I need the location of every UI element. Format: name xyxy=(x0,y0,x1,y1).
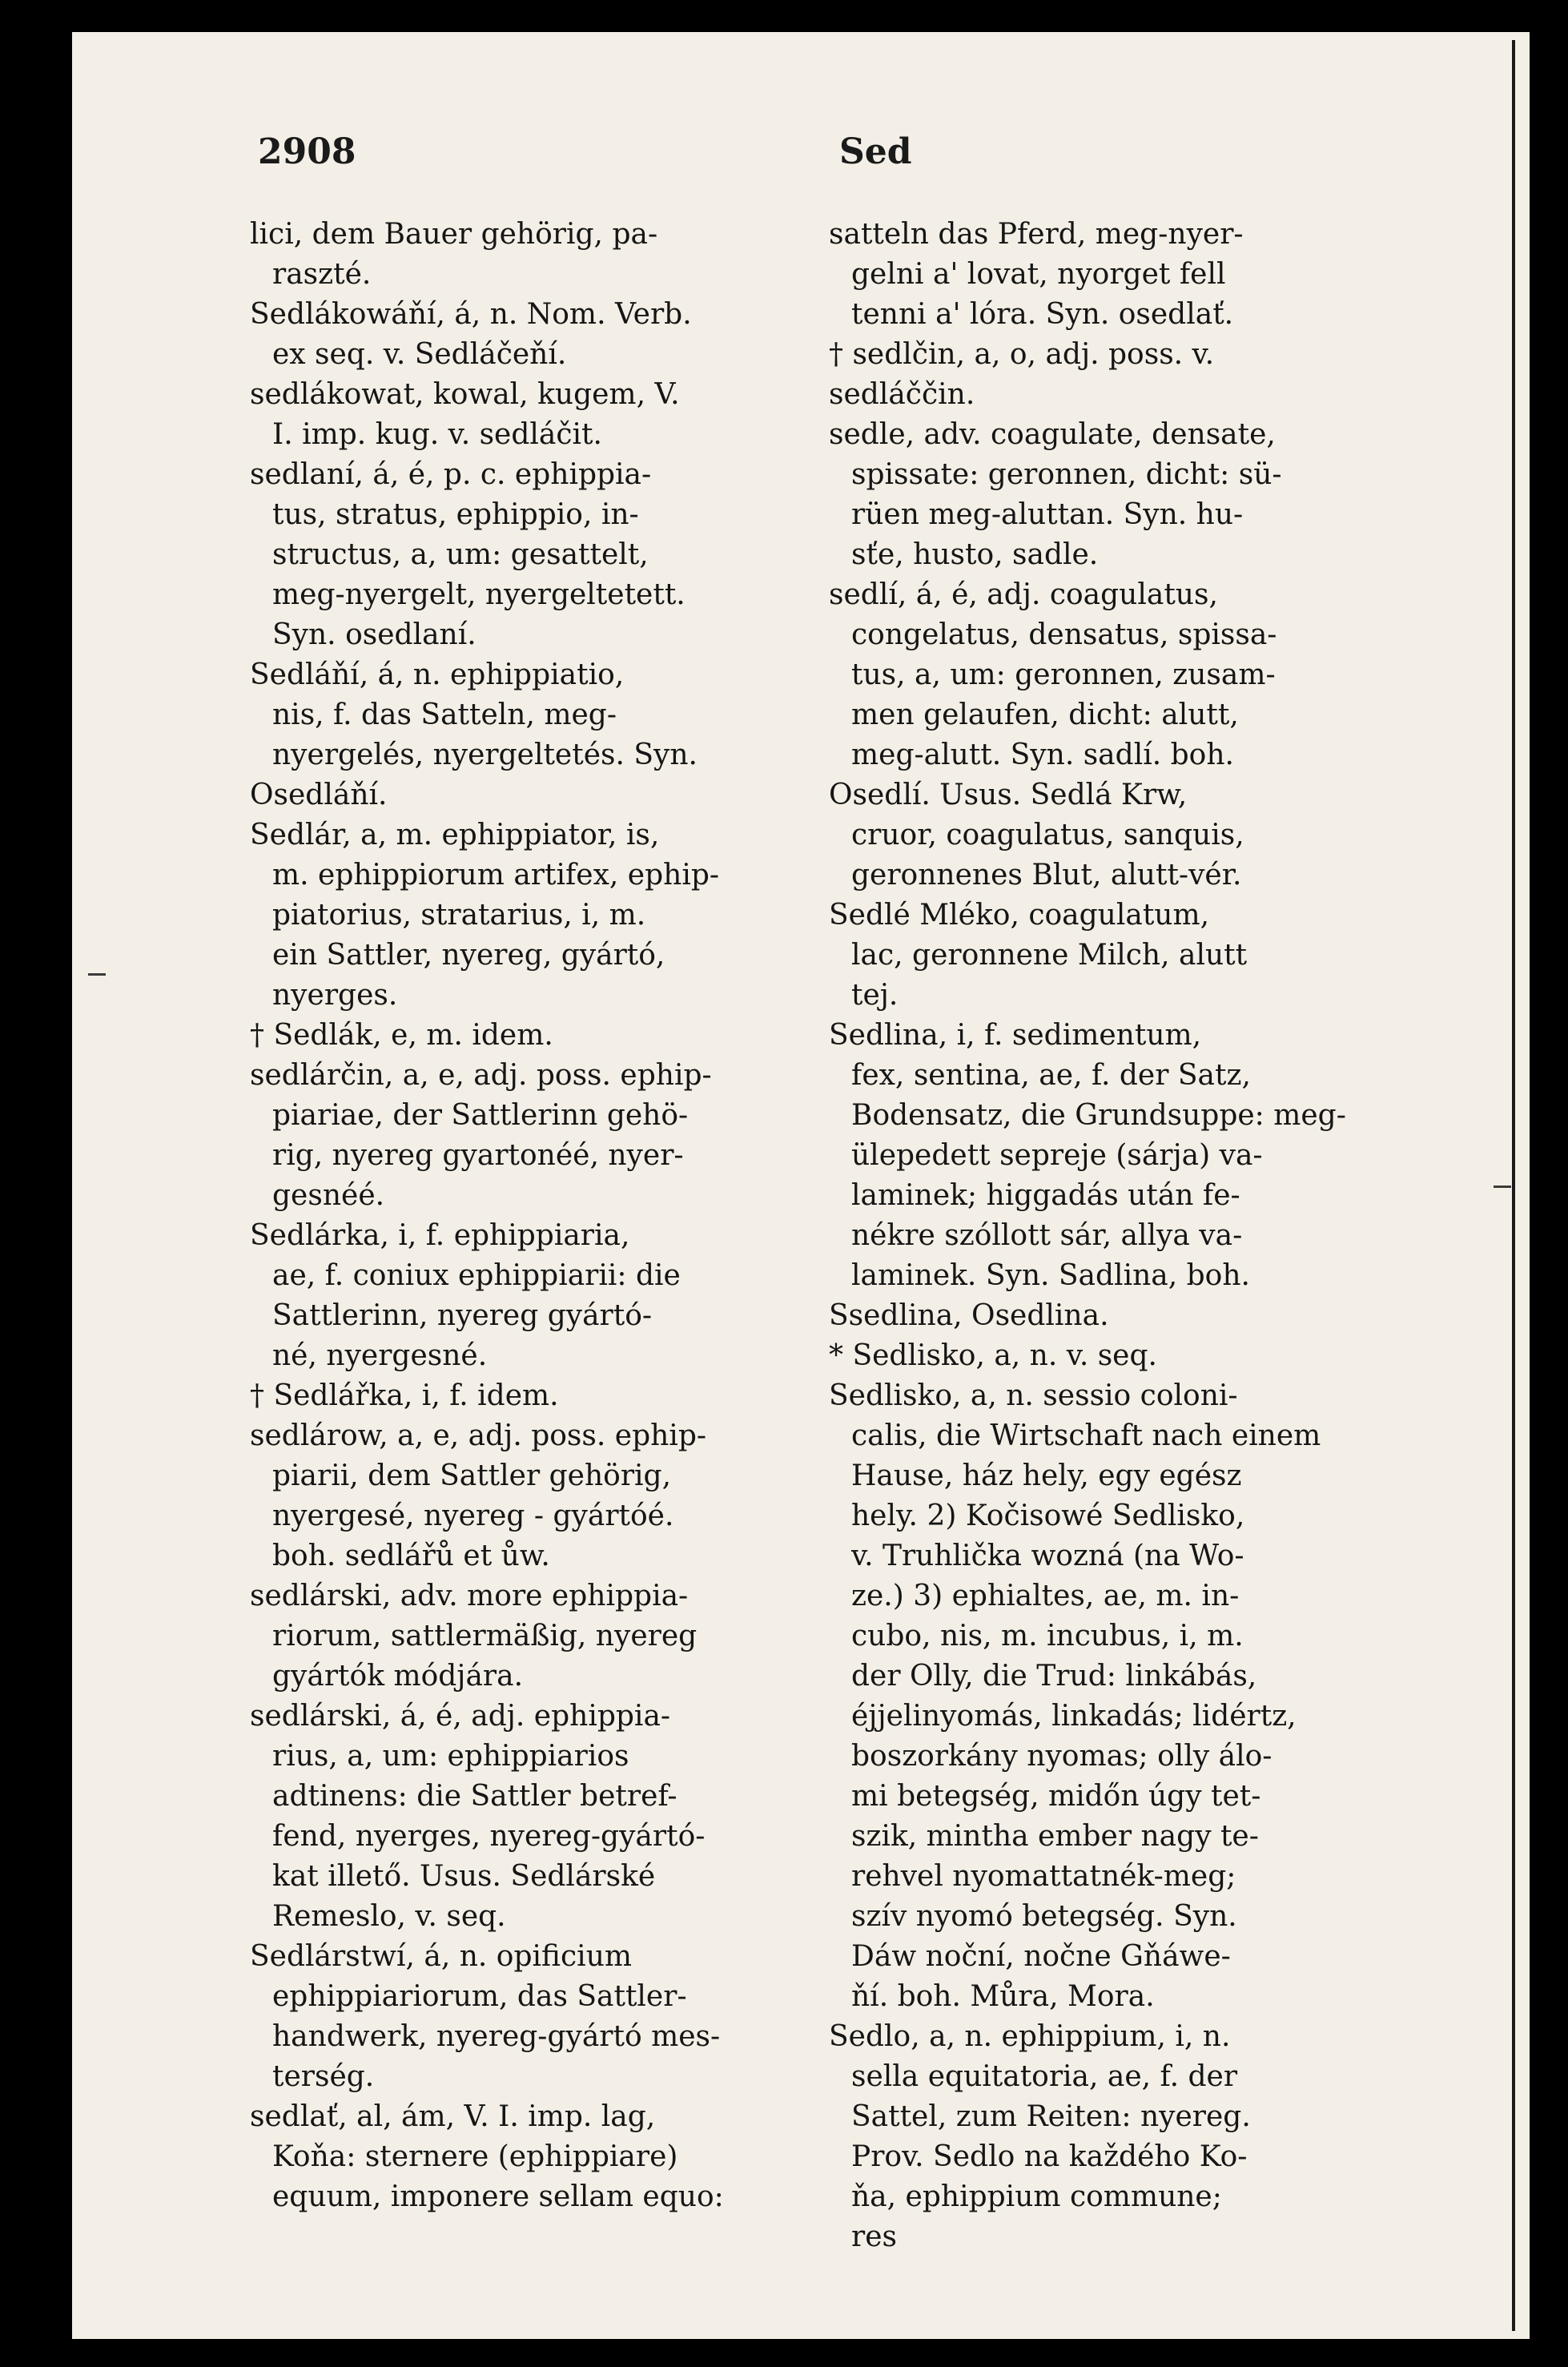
dictionary-line: ae, f. coniux ephippiarii: die xyxy=(272,1259,681,1292)
dictionary-line: nis, f. das Satteln, meg- xyxy=(272,698,617,731)
dictionary-line: sedlať, al, ám, V. I. imp. lag, xyxy=(250,2100,656,2133)
dictionary-line: res xyxy=(851,2220,897,2253)
dictionary-line: sedle, adv. coagulate, densate, xyxy=(829,418,1276,451)
dictionary-line: Sedlo, a, n. ephippium, i, n. xyxy=(829,2020,1231,2053)
dictionary-line: fend, nyerges, nyereg-gyártó- xyxy=(272,1820,706,1853)
dictionary-line: sedláččin. xyxy=(829,378,975,411)
dictionary-line: ex seq. v. Sedláčeňí. xyxy=(272,338,567,371)
dictionary-line: piarii, dem Sattler gehörig, xyxy=(272,1459,672,1492)
dictionary-line: Sedlina, i, f. sedimentum, xyxy=(829,1019,1202,1052)
dictionary-line: sedlárow, a, e, adj. poss. ephip- xyxy=(250,1419,707,1452)
dictionary-line: Bodensatz, die Grundsuppe: meg- xyxy=(851,1099,1346,1132)
dictionary-line: sedlárski, adv. more ephippia- xyxy=(250,1580,689,1612)
dictionary-line: lici, dem Bauer gehörig, pa- xyxy=(250,218,658,251)
page-edge-line xyxy=(1512,40,1515,2331)
dictionary-line: szik, mintha ember nagy te- xyxy=(851,1820,1259,1853)
dictionary-line: nyergelés, nyergeltetés. Syn. xyxy=(272,739,698,771)
dictionary-line: adtinens: die Sattler betref- xyxy=(272,1780,677,1813)
dictionary-line: Sedlé Mléko, coagulatum, xyxy=(829,899,1210,932)
dictionary-line: † Sedlák, e, m. idem. xyxy=(250,1019,553,1052)
dictionary-line: riorum, sattlermäßig, nyereg xyxy=(272,1620,698,1652)
margin-mark xyxy=(88,973,106,976)
dictionary-line: geronnenes Blut, alutt-vér. xyxy=(851,859,1242,892)
dictionary-line: sedlí, á, é, adj. coagulatus, xyxy=(829,578,1218,611)
dictionary-line: spissate: geronnen, dicht: sü- xyxy=(851,458,1282,491)
dictionary-line: laminek. Syn. Sadlina, boh. xyxy=(851,1259,1250,1292)
dictionary-line: ein Sattler, nyereg, gyártó, xyxy=(272,939,665,972)
running-head: Sed xyxy=(839,131,912,172)
dictionary-line: nékre szóllott sár, allya va- xyxy=(851,1219,1243,1252)
dictionary-line: calis, die Wirtschaft nach einem xyxy=(851,1419,1321,1452)
dictionary-line: Sedlákowáňí, á, n. Nom. Verb. xyxy=(250,298,692,331)
dictionary-line: hely. 2) Kočisowé Sedlisko, xyxy=(851,1500,1245,1532)
dictionary-line: Sattlerinn, nyereg gyártó- xyxy=(272,1299,653,1332)
dictionary-line: nyerges. xyxy=(272,979,398,1012)
dictionary-line: tenni a' lóra. Syn. osedlať. xyxy=(851,298,1234,331)
dictionary-line: handwerk, nyereg-gyártó mes- xyxy=(272,2020,721,2053)
dictionary-line: der Olly, die Trud: linkábás, xyxy=(851,1660,1257,1693)
dictionary-line: † Sedlářka, i, f. idem. xyxy=(250,1379,559,1412)
dictionary-line: Sedlár, a, m. ephippiator, is, xyxy=(250,819,660,851)
dictionary-line: ňí. boh. Můra, Mora. xyxy=(851,1980,1155,2013)
dictionary-line: laminek; higgadás után fe- xyxy=(851,1179,1240,1212)
dictionary-line: Hause, ház hely, egy egész xyxy=(851,1459,1242,1492)
page-number: 2908 xyxy=(258,131,356,172)
dictionary-line: ze.) 3) ephialtes, ae, m. in- xyxy=(851,1580,1240,1612)
dictionary-line: sedlárski, á, é, adj. ephippia- xyxy=(250,1700,671,1733)
dictionary-line: cubo, nis, m. incubus, i, m. xyxy=(851,1620,1244,1652)
left-column xyxy=(250,215,826,2217)
page-header xyxy=(72,128,1530,176)
dictionary-line: Dáw noční, nočne Gňáwe- xyxy=(851,1940,1231,1973)
dictionary-line: * Sedlisko, a, n. v. seq. xyxy=(829,1339,1157,1372)
dictionary-line: tej. xyxy=(851,979,899,1012)
dictionary-line: v. Truhlička wozná (na Wo- xyxy=(851,1540,1244,1572)
dictionary-line: men gelaufen, dicht: alutt, xyxy=(851,698,1239,731)
dictionary-line: fex, sentina, ae, f. der Satz, xyxy=(851,1059,1251,1092)
dictionary-line: ňa, ephippium commune; xyxy=(851,2180,1222,2213)
dictionary-line: sedlárčin, a, e, adj. poss. ephip- xyxy=(250,1059,712,1092)
dictionary-line: meg-nyergelt, nyergeltetett. xyxy=(272,578,685,611)
dictionary-line: ephippiariorum, das Sattler- xyxy=(272,1980,687,2013)
dictionary-line: gesnéé. xyxy=(272,1179,385,1212)
dictionary-line: gelni a' lovat, nyorget fell xyxy=(851,258,1226,291)
dictionary-line: m. ephippiorum artifex, ephip- xyxy=(272,859,720,892)
dictionary-line: lac, geronnene Milch, alutt xyxy=(851,939,1248,972)
dictionary-line: congelatus, densatus, spissa- xyxy=(851,618,1277,651)
dictionary-line: gyártók módjára. xyxy=(272,1660,524,1693)
dictionary-line: Sedlárstwí, á, n. opificium xyxy=(250,1940,633,1973)
dictionary-line: satteln das Pferd, meg-nyer- xyxy=(829,218,1244,251)
right-column xyxy=(829,215,1478,2257)
margin-mark xyxy=(1494,1186,1511,1188)
dictionary-line: Koňa: sternere (ephippiare) xyxy=(272,2140,678,2173)
dictionary-line: piatorius, stratarius, i, m. xyxy=(272,899,646,932)
dictionary-line: Sedláňí, á, n. ephippiatio, xyxy=(250,658,625,691)
dictionary-line: Remeslo, v. seq. xyxy=(272,1900,506,1933)
dictionary-line: piariae, der Sattlerinn gehö- xyxy=(272,1099,689,1132)
dictionary-line: Osedláňí. xyxy=(250,779,388,811)
dictionary-line: sedlákowat, kowal, kugem, V. xyxy=(250,378,680,411)
dictionary-line: † sedlčin, a, o, adj. poss. v. xyxy=(829,338,1215,371)
dictionary-line: structus, a, um: gesattelt, xyxy=(272,538,649,571)
dictionary-line: equum, imponere sellam equo: xyxy=(272,2180,724,2213)
dictionary-line: szív nyomó betegség. Syn. xyxy=(851,1900,1237,1933)
dictionary-line: rehvel nyomattatnék-meg; xyxy=(851,1860,1236,1893)
dictionary-line: tus, stratus, ephippio, in- xyxy=(272,498,639,531)
dictionary-line: éjjelinyomás, linkadás; lidértz, xyxy=(851,1700,1297,1733)
dictionary-line: Osedlí. Usus. Sedlá Krw, xyxy=(829,779,1188,811)
dictionary-line: rius, a, um: ephippiarios xyxy=(272,1740,629,1773)
dictionary-line: boszorkány nyomas; olly álo- xyxy=(851,1740,1272,1773)
dictionary-line: né, nyergesné. xyxy=(272,1339,488,1372)
dictionary-line: Syn. osedlaní. xyxy=(272,618,476,651)
dictionary-line: Sedlárka, i, f. ephippiaria, xyxy=(250,1219,630,1252)
dictionary-line: tus, a, um: geronnen, zusam- xyxy=(851,658,1276,691)
dictionary-line: cruor, coagulatus, sanquis, xyxy=(851,819,1244,851)
dictionary-line: Sedlisko, a, n. sessio coloni- xyxy=(829,1379,1238,1412)
dictionary-line: rig, nyereg gyartonéé, nyer- xyxy=(272,1139,684,1172)
dictionary-line: kat illető. Usus. Sedlárské xyxy=(272,1860,656,1893)
dictionary-line: mi betegség, midőn úgy tet- xyxy=(851,1780,1261,1813)
book-page xyxy=(72,32,1530,2339)
dictionary-line: Ssedlina, Osedlina. xyxy=(829,1299,1109,1332)
dictionary-line: ülepedett sepreje (sárja) va- xyxy=(851,1139,1263,1172)
dictionary-line: raszté. xyxy=(272,258,372,291)
dictionary-line: meg-alutt. Syn. sadlí. boh. xyxy=(851,739,1234,771)
dictionary-line: sťe, husto, sadle. xyxy=(851,538,1099,571)
dictionary-line: I. imp. kug. v. sedláčit. xyxy=(272,418,602,451)
dictionary-line: sella equitatoria, ae, f. der xyxy=(851,2060,1238,2093)
dictionary-line: boh. sedlářů et ůw. xyxy=(272,1540,550,1572)
dictionary-line: rüen meg-aluttan. Syn. hu- xyxy=(851,498,1244,531)
dictionary-line: nyergesé, nyereg - gyártóé. xyxy=(272,1500,674,1532)
dictionary-line: terség. xyxy=(272,2060,375,2093)
dictionary-line: Prov. Sedlo na každého Ko- xyxy=(851,2140,1248,2173)
dictionary-line: sedlaní, á, é, p. c. ephippia- xyxy=(250,458,652,491)
dictionary-line: Sattel, zum Reiten: nyereg. xyxy=(851,2100,1251,2133)
